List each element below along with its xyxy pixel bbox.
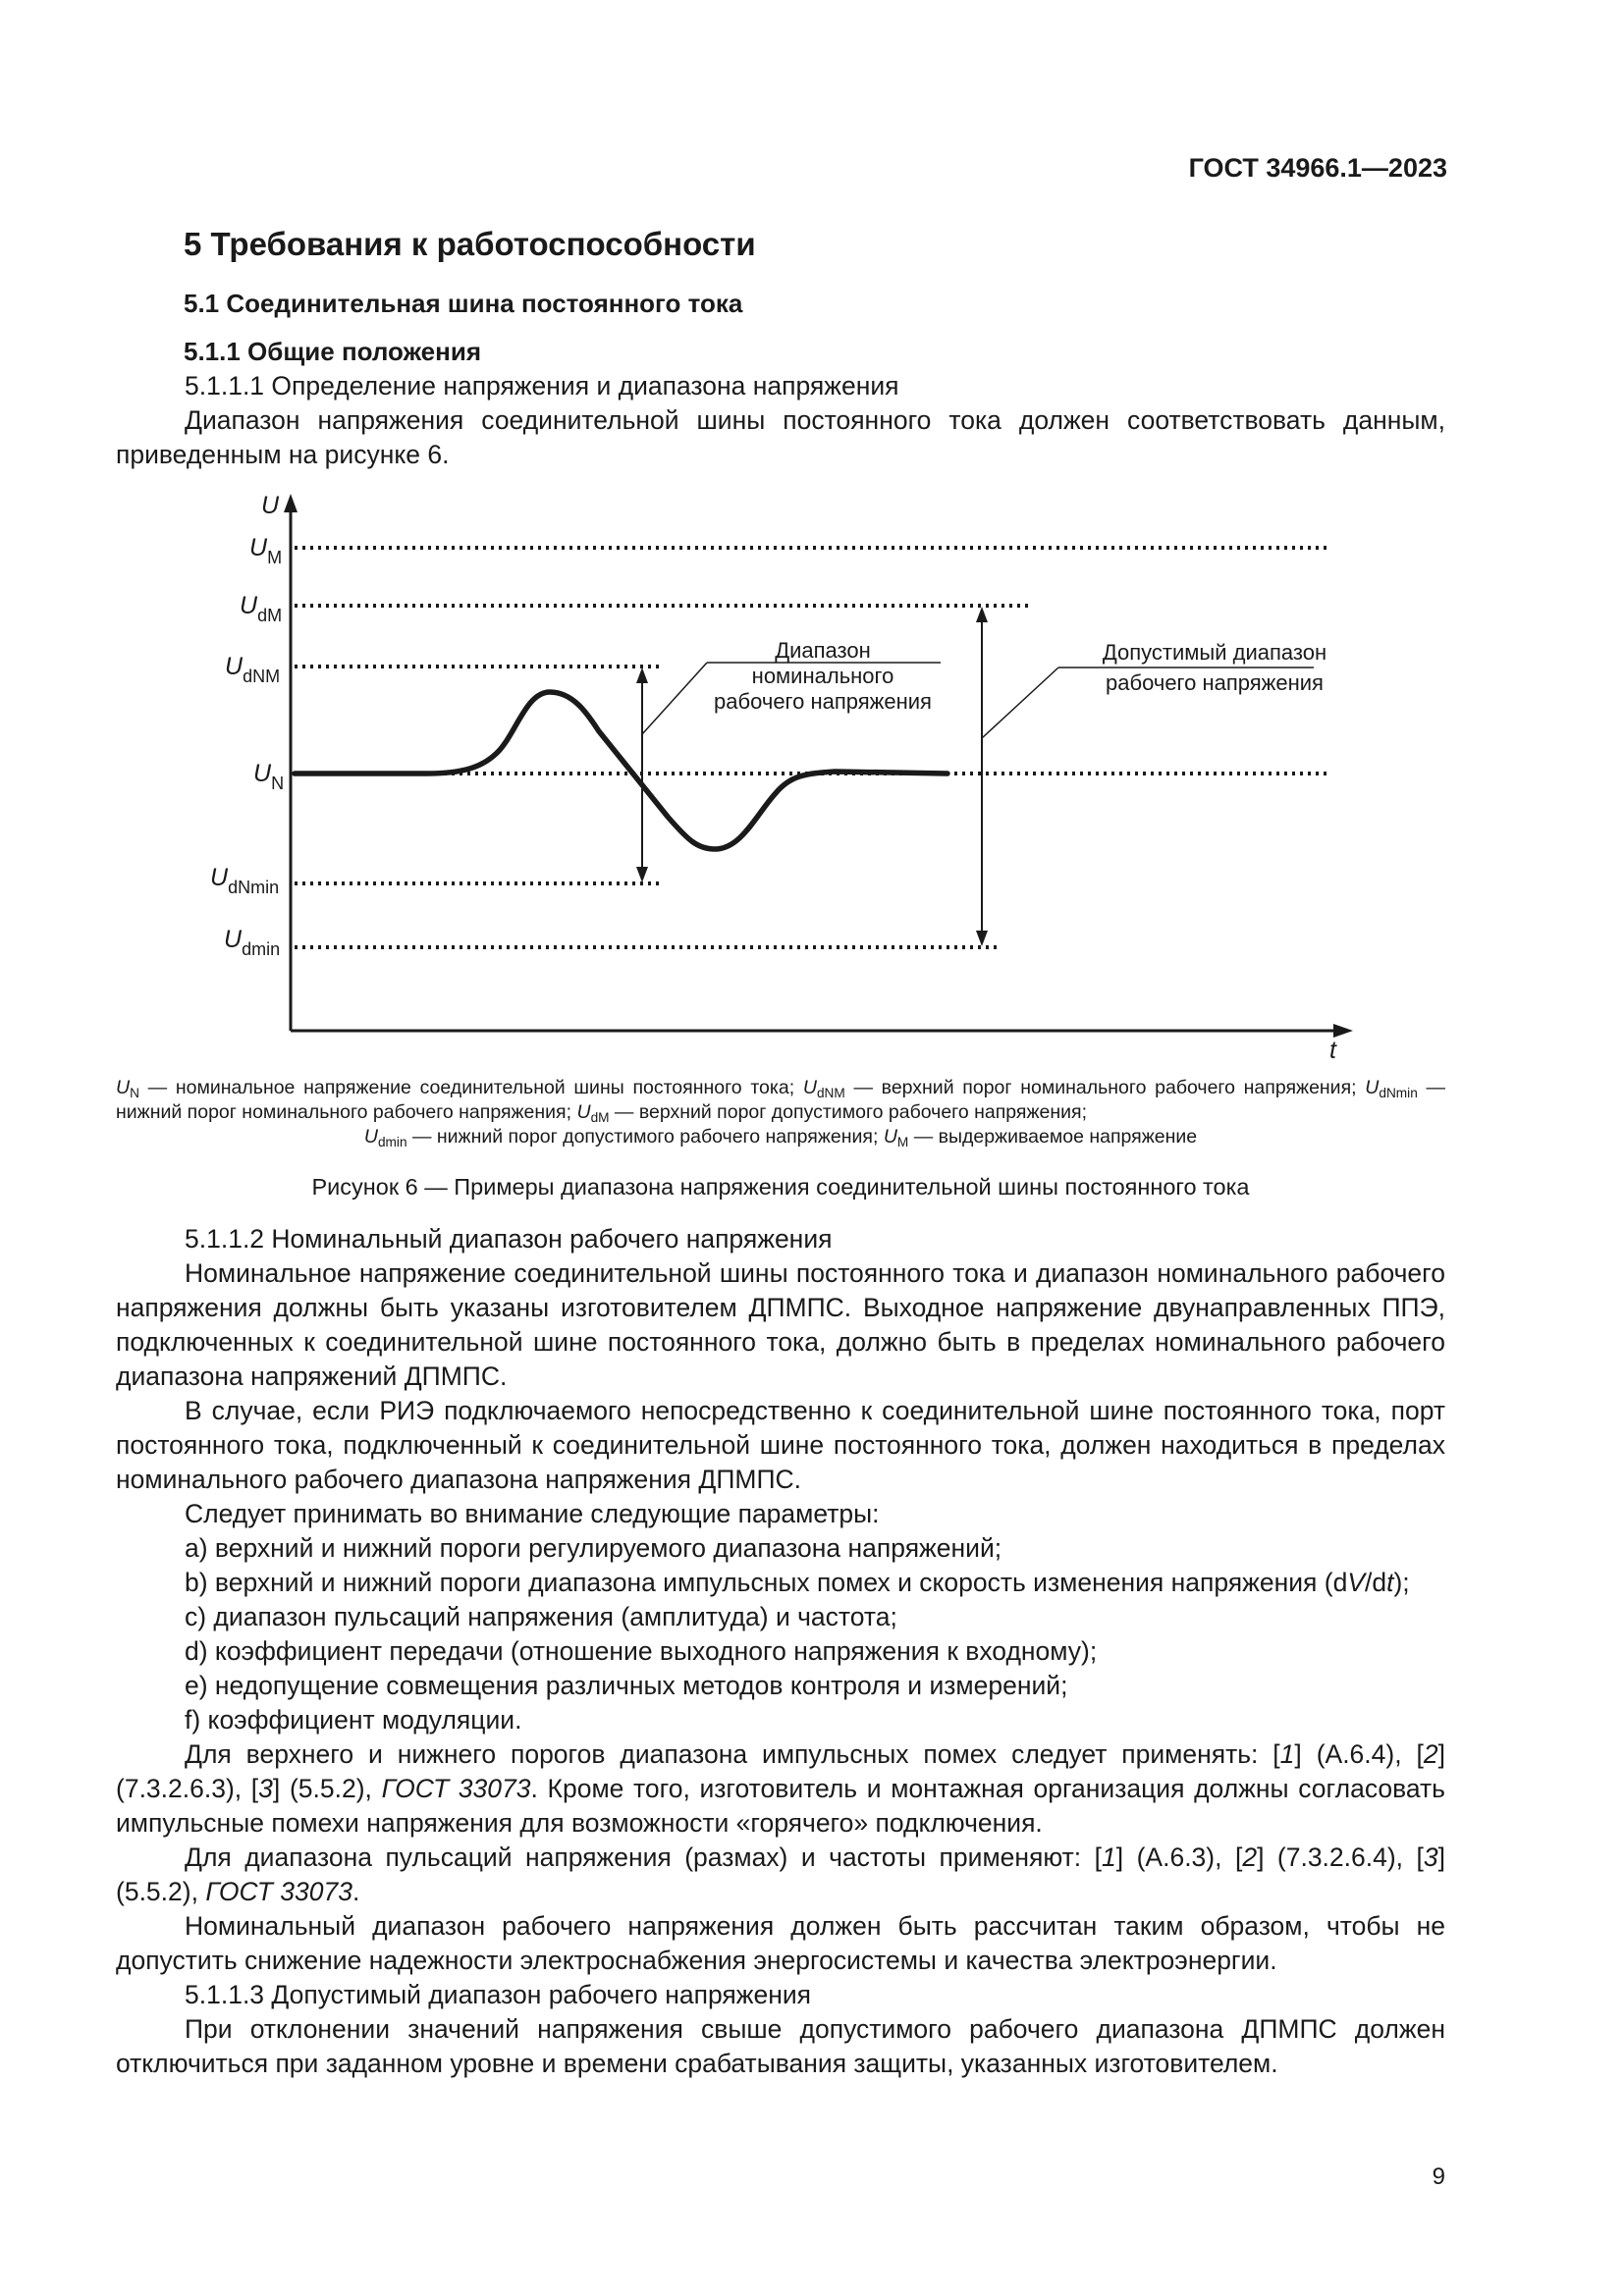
subsection-title: 5.1 Соединительная шина постоянного тока — [184, 289, 743, 318]
permissible-range-label-line1: Допустимый диапазон — [1102, 640, 1327, 665]
legend-text: $U_N$ — номинальное напряжение соединительной шины постоянного тока; $U_{dNM}$ — верхний порог номинального рабочего напряжения; $U_{dNmin}$ — нижний порог номинального рабочего напряжения; $U_{dM}$ — верхний порог допустимого рабочего напряжения; — [116, 1077, 1445, 1125]
voltage-range-diagram — [0, 0, 1624, 1080]
permissible-label-leader — [982, 667, 1058, 738]
label-um: $U_M$ — [249, 534, 283, 567]
label-udmin: $U_{dmin}$ — [224, 926, 281, 959]
nominal-range-label-line3: рабочего напряжения — [714, 689, 932, 714]
permissible-range-label-line2: рабочего напряжения — [1106, 670, 1324, 695]
list-item-f: f) коэффициент модуляции. — [185, 1705, 522, 1735]
paragraph-5: Для диапазона пульсаций напряжения (размах) и частоты применяют: [1] (А.6.3), [2] (7.3.2.6.4), [3] (5.5.2), ГОСТ 33073. — [116, 1842, 1445, 1906]
list-item-b: b) верхний и нижний пороги диапазона импульсных помех и скорость изменения напряжения (dV/dt); — [185, 1568, 1410, 1597]
nominal-label-leader — [642, 663, 707, 734]
paragraph-1: Номинальное напряжение соединительной шины постоянного тока и диапазон номинального рабочего напряжения должны быть указаны изготовителем ДПМПС. Выходное напряжение двунаправленных ППЭ, подключенных к соединительной шине постоянного тока, должно быть в пределах номинального рабочего диапазона напряжений ДПМПС. — [116, 1258, 1445, 1391]
clause-5-1-1-2: 5.1.1.2 Номинальный диапазон рабочего напряжения — [185, 1224, 833, 1254]
permissible-range-arrow-top — [976, 607, 988, 622]
subsubsection-title: 5.1.1 Общие положения — [184, 337, 481, 366]
figure-legend — [116, 1076, 1445, 1149]
list-item-e: e) недопущение совмещения различных методов контроля и измерений; — [185, 1671, 1068, 1700]
clause-5-1-1-1: 5.1.1.1 Определение напряжения и диапазона напряжения — [185, 371, 899, 400]
legend-text-last: $U_{dmin}$ — нижний порог допустимого рабочего напряжения; $U_M$ — выдерживаемое напряжение — [363, 1126, 1198, 1149]
x-axis-label: t — [1329, 1037, 1336, 1064]
page-number: 9 — [1432, 2163, 1445, 2190]
paragraph-2: В случае, если РИЭ подключаемого непосредственно к соединительной шине постоянного тока, порт постоянного тока, подключенный к соединительной шине постоянного тока, должен находиться в пределах номинального рабочего диапазона напряжения ДПМПС. — [116, 1396, 1445, 1494]
clause-5-1-1-3: 5.1.1.3 Допустимый диапазон рабочего напряжения — [185, 1980, 811, 2009]
label-udnmin: $U_{dNmin}$ — [210, 864, 280, 897]
intro-paragraph: Диапазон напряжения соединительной шины постоянного тока должен соответствовать данным, приведенным на рисунке 6. — [116, 405, 1445, 469]
body-text — [116, 1222, 1445, 2081]
x-axis-arrow — [1333, 1024, 1353, 1038]
y-axis-label: U — [261, 492, 280, 519]
nominal-range-label-line1: Диапазон — [775, 638, 871, 663]
figure-caption: Рисунок 6 — Примеры диапазона напряжения соединительной шины постоянного тока — [311, 1174, 1250, 1200]
paragraph-4: Для верхнего и нижнего порогов диапазона импульсных помех следует применять: [1] (А.6.4), [2] (7.3.2.6.3), [3] (5.5.2), ГОСТ 33073. Кроме того, изготовитель и монтажная организация должны согласовать импульсные помехи напряжения для возможности «горячего» подключения. — [116, 1739, 1445, 1838]
y-axis-arrow — [284, 494, 298, 512]
section-title: 5 Требования к работоспособности — [184, 226, 756, 262]
voltage-curve — [295, 692, 947, 849]
list-item-a: a) верхний и нижний пороги регулируемого диапазона напряжений; — [185, 1533, 1002, 1563]
label-un: $U_N$ — [253, 760, 285, 793]
paragraph-3: Следует принимать во внимание следующие параметры: — [185, 1499, 880, 1528]
nominal-range-arrow-bottom — [636, 867, 648, 882]
nominal-range-label-line2: номинального — [751, 664, 894, 688]
list-item-c: c) диапазон пульсаций напряжения (амплитуда) и частота; — [185, 1602, 897, 1631]
nominal-range-arrow-top — [636, 667, 648, 683]
list-item-d: d) коэффициент передачи (отношение выходного напряжения к входному); — [185, 1636, 1098, 1666]
paragraph-7: При отклонении значений напряжения свыше допустимого рабочего диапазона ДПМПС должен отключиться при заданном уровне и времени срабатывания защиты, указанных изготовителем. — [116, 2014, 1445, 2078]
permissible-range-arrow-bottom — [976, 931, 988, 946]
paragraph-6: Номинальный диапазон рабочего напряжения должен быть рассчитан таким образом, чтобы не допустить снижение надежности электроснабжения энергосистемы и качества электроэнергии. — [116, 1911, 1445, 1975]
document-code: ГОСТ 34966.1—2023 — [1188, 153, 1447, 183]
label-udm: $U_{dM}$ — [240, 592, 283, 625]
label-udnm: $U_{dNM}$ — [225, 653, 281, 686]
